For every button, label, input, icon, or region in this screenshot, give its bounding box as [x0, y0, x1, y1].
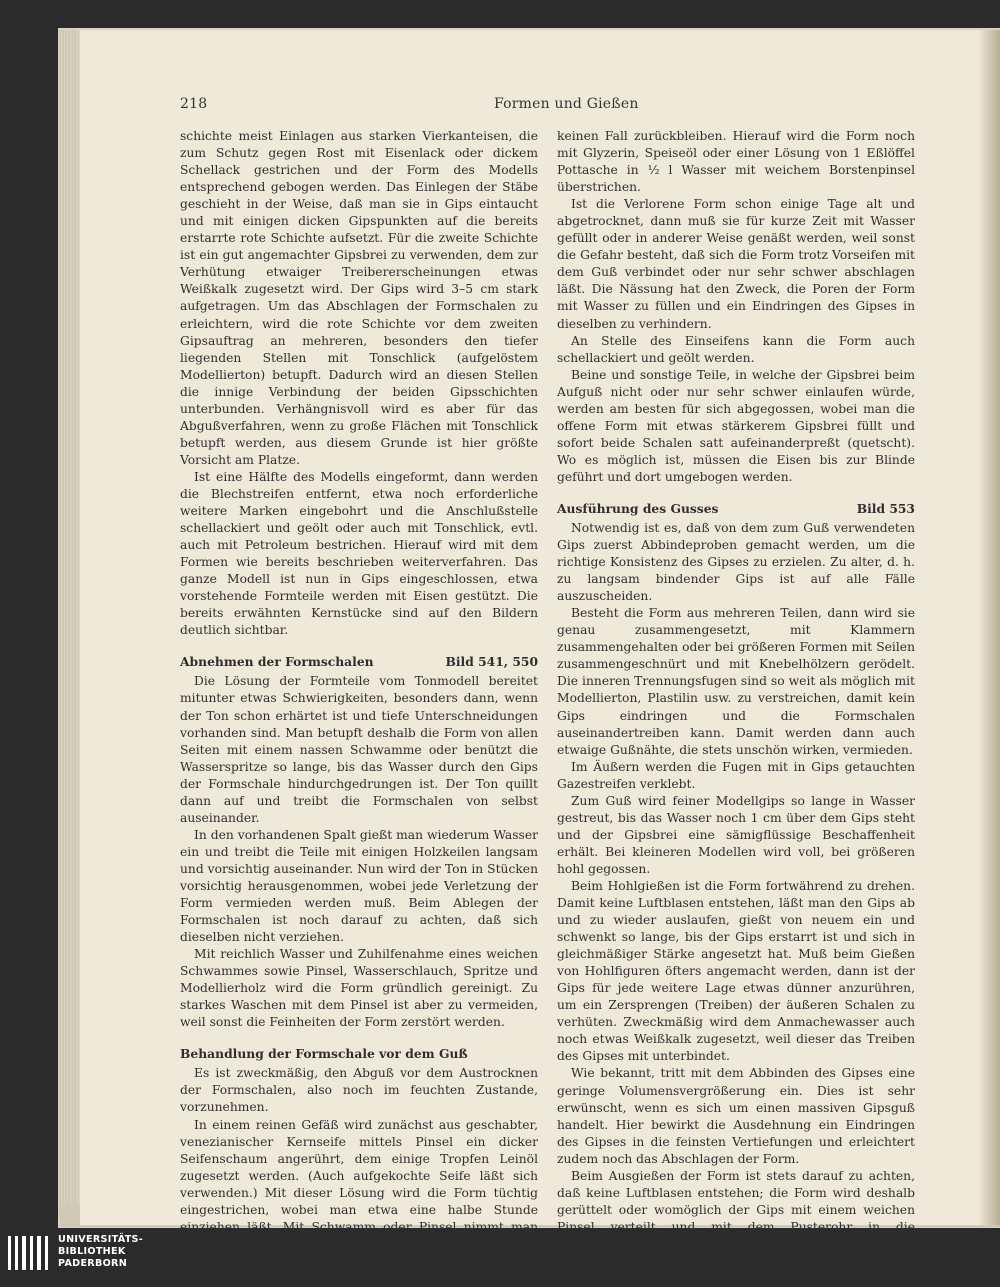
paragraph: Beim Hohlgießen ist die Form fortwährend zu drehen. Damit keine Luftblasen entstehen, läßt man den Gips ab und zu wieder auslaufen, gießt von neuem ein und schwenkt so lange, bis der Gips erstarrt ist und sich in gleichmäßiger Stärke angesetzt hat. Muß beim Gießen von Hohlfiguren öfters angemacht werden, dann ist der Gips für jede weitere Lage etwas dünner anzurühren, um ein Zersprengen (Treiben) der äußeren Schalen zu verhüten. Zweckmäßig wird dem Anmachewasser auch noch etwas Weißkalk zugesetzt, weil dieser das Treiben des Gipses mit unterbindet.	[557, 878, 915, 1064]
paragraph: Im Äußern werden die Fugen mit in Gips getauchten Gazestreifen verklebt.	[557, 759, 915, 791]
section-heading	[180, 653, 538, 670]
paragraph: Ist eine Hälfte des Modells eingeformt, dann werden die Blechstreifen entfernt, etwa noch erforderliche weitere Marken eingebohrt und die Anschlußstelle schellackiert und geölt oder auch mit Tonschlick, evtl. auch mit Petroleum bestrichen. Hierauf wird mit dem Formen wie bereits beschrieben weiterverfahren. Das ganze Modell ist nun in Gips eingeschlossen, etwa vorstehende Formteile werden mit Eisen gestützt. Die bereits erwähnten Kernstücke sind auf den Bildern deutlich sichtbar.	[180, 469, 538, 638]
paragraph: schichte meist Einlagen aus starken Vierkanteisen, die zum Schutz gegen Rost mit Eisenlack oder dickem Schellack gestrichen und der Form des Modells entsprechend gebogen werden. Das Einlegen der Stäbe geschieht in der Weise, daß man sie in Gips eintaucht und mit einigen dicken Gipspunkten auf die bereits erstarrte rote Schichte aufsetzt. Für die zweite Schichte ist ein gut angemachter Gipsbrei zu verwenden, dem zur Verhütung etwaiger Treibererscheinungen etwas Weißkalk zugesetzt wird. Der Gips wird 3–5 cm stark aufgetragen. Um das Abschlagen der Formschalen zu erleichtern, wird die rote Schichte vor dem zweiten Gipsauftrag an mehreren, besonders den tiefer liegenden Stellen mit Tonschlick (aufgelöstem Modellierton) betupft. Dadurch wird an diesen Stellen die innige Verbindung der beiden Gipsschichten unterbunden. Verhängnisvoll wird es aber für das Abgußverfahren, wenn zu große Flächen mit Tonschlick betupft werden, aus diesem Grunde ist hier größte Vorsicht am Platze.	[180, 129, 538, 467]
section-heading	[180, 1045, 538, 1062]
heading-text: Ausführung des Gusses	[557, 500, 719, 516]
figure-reference: Bild 553	[856, 500, 915, 516]
figure-reference: Bild 541, 550	[445, 654, 538, 670]
left-column	[180, 128, 538, 1287]
paragraph: Große Modelle werden nicht voll, sondern 5–6 cm stark	[557, 1254, 915, 1286]
logo-text	[58, 1234, 143, 1270]
paragraph: Es ist zweckmäßig, den Abguß vor dem Austrocknen der Formschalen, also noch im feuchten Zustande, vorzunehmen.	[180, 1066, 538, 1115]
heading-text: Behandlung der Formschale vor dem Guß	[180, 1046, 468, 1062]
paragraph: Die Lösung der Formteile vom Tonmodell bereitet mitunter etwas Schwierigkeiten, besonders dann, wenn der Ton schon erhärtet ist und tiefe Unterschneidungen vorhanden sind. Man betupft deshalb die Form von allen Seiten mit einem nassen Schwamme oder benützt die Wasserspritze so lange, bis das Wasser durch den Gips der Formschale hindurchgedrungen ist. Der Ton quillt dann auf und treibt die Formschalen von selbst auseinander.	[180, 674, 538, 825]
logo-line: UNIVERSITÄTS-	[58, 1234, 144, 1245]
running-title: Formen und Gießen	[494, 96, 639, 112]
page-gutter	[978, 30, 1000, 1225]
paragraph: Besteht die Form aus mehreren Teilen, dann wird sie genau zusammengesetzt, mit Klammern zusammengehalten oder bei größeren Formen mit Seilen zusammengeschnürt und mit Knebelhölzern gerödelt. Die inneren Trennungsfugen sind so weit als möglich mit Modellierton, Plastilin usw. zu verstreichen, damit kein Gips eindringen und die Formschalen auseinandertreiben kann. Damit werden dann auch etwaige Gußnähte, die stets unschön wirken, vermieden.	[557, 606, 915, 757]
paragraph: keinen Fall zurückbleiben. Hierauf wird die Form noch mit Glyzerin, Speiseöl oder einer Lösung von 1 Eßlöffel Pottasche in ½ l Wasser mit weichem Borstenpinsel überstrichen.	[557, 129, 915, 195]
paragraph: Notwendig ist es, daß von dem zum Guß verwendeten Gips zuerst Abbindeproben gemacht werden, um die richtige Konsistenz des Gipses zu erzielen. Zu alter, d. h. zu langsam bindender Gips ist auf alle Fälle auszuscheiden.	[557, 520, 915, 604]
paragraph: In den vorhandenen Spalt gießt man wiederum Wasser ein und treibt die Teile mit einigen Holzkeilen langsam und vorsichtig auseinander. Nun wird der Ton in Stücken vorsichtig herausgenommen, wobei jede Verletzung der Form vermieden werden muß. Beim Ablegen der Formschalen ist noch darauf zu achten, daß sich dieselben nicht verziehen.	[180, 827, 538, 945]
page-number: 218	[180, 96, 208, 112]
library-logo	[8, 1232, 148, 1274]
paragraph: Mit reichlich Wasser und Zuhilfenahme eines weichen Schwammes sowie Pinsel, Wasserschlauch, Spritze und Modellierholz wird die Form gründlich gereinigt. Zu starkes Waschen mit dem Pinsel ist aber zu vermeiden, weil sonst die Feinheiten der Form zerstört werden.	[180, 947, 538, 1030]
paragraph: An Stelle des Einseifens kann die Form auch schellackiert und geölt werden.	[557, 333, 915, 365]
heading-text: Abnehmen der Formschalen	[180, 654, 374, 670]
paragraph: Beine und sonstige Teile, in welche der Gipsbrei beim Aufguß nicht oder nur sehr schwer einlaufen würde, werden am besten für sich abgegossen, wobei man die offene Form mit etwas stärkerem Gipsbrei füllt und sofort beide Schalen satt aufeinanderpreßt (quetscht). Wo es möglich ist, müssen die Eisen bis zur Blinde geführt und dort umgebogen werden.	[557, 367, 915, 484]
paragraph: Zum Guß wird feiner Modellgips so lange in Wasser gestreut, bis das Wasser noch 1 cm über dem Gips steht und der Gipsbrei eine sämigflüssige Beschaffenheit erhält. Bei kleineren Modellen wird voll, bei größeren hohl gegossen.	[557, 793, 915, 876]
paragraph: Beim Ausgießen der Form ist stets darauf zu achten, daß keine Luftblasen entstehen; die Form wird deshalb gerüttelt oder womöglich der Gips mit einem weichen Pinsel verteilt und mit dem Pusterohr in die Vertiefungen hineingeblasen.	[557, 1168, 915, 1251]
section-heading	[557, 500, 915, 517]
paragraph: In einem reinen Gefäß wird zunächst aus geschabter, venezianischer Kernseife mittels Pinsel ein dicker Seifenschaum angerührt, dem einige Tropfen Leinöl zugesetzt werden. (Auch aufgekochte Seife läßt sich verwenden.) Mit dieser Lösung wird die Form tüchtig eingestrichen, wobei man etwa eine halbe Stunde einziehen läßt. Mit Schwamm oder Pinsel nimmt man den restlichen Seifenschaum heraus, so daß nur noch ein hauchartiger Überzug vorhanden ist. Seifenreste dürfen auf	[180, 1117, 538, 1285]
logo-line: BIBLIOTHEK	[58, 1246, 126, 1257]
paragraph: Wie bekannt, tritt mit dem Abbinden des Gipses eine geringe Volumensvergrößerung ein. Dies ist sehr erwünscht, wenn es sich um einen massiven Gipsguß handelt. Hier bewirkt die Ausdehnung ein Eindringen des Gipses in die feinsten Vertiefungen und erleichtert zudem noch das Abschlagen der Form.	[557, 1066, 915, 1166]
paragraph: Ist die Verlorene Form schon einige Tage alt und abgetrocknet, dann muß sie für kurze Zeit mit Wasser gefüllt oder in anderer Weise genäßt werden, weil sonst die Gefahr besteht, daß sich die Form trotz Vorseifen mit dem Guß verbindet oder nur sehr schwer abschlagen läßt. Die Nässung hat den Zweck, die Poren der Form mit Wasser zu füllen und ein Eindringen des Gipses in dieselben zu verhindern.	[557, 197, 915, 331]
right-column	[557, 128, 915, 1287]
page-stack-left	[58, 30, 78, 1220]
logo-line: PADERBORN	[58, 1258, 128, 1269]
